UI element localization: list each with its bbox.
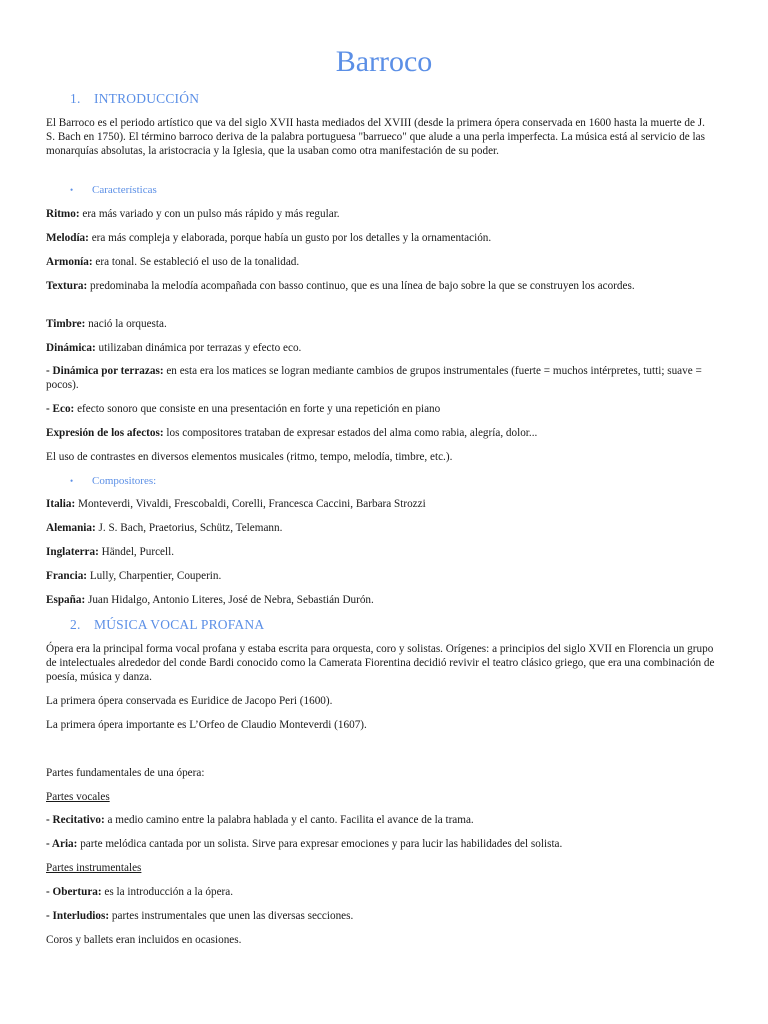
item-label: Melodía: <box>46 232 89 244</box>
composer-list: Juan Hidalgo, Antonio Literes, José de Nebra, Sebastián Durón. <box>85 594 374 606</box>
country-label: Inglaterra: <box>46 546 99 558</box>
primera-importante: La primera ópera importante es L’Orfeo de Claudio Monteverdi (1607). <box>46 719 367 731</box>
item-label: - Interludios: <box>46 910 110 922</box>
item-melodia <box>46 231 716 245</box>
item-armonia <box>46 255 716 269</box>
item-aria <box>46 837 716 851</box>
item-interludios <box>46 909 716 923</box>
item-text: era más compleja y elaborada, porque había un gusto por los detalles y la ornamentación. <box>88 232 492 244</box>
item-text: predominaba la melodía acompañada con basso continuo, que es una línea de bajo sobre la que se construyen los acordes. <box>87 280 635 292</box>
compositores-alemania <box>46 521 716 535</box>
composer-list: Lully, Charpentier, Couperin. <box>87 570 222 582</box>
item-dinamica-terrazas <box>46 364 716 392</box>
compositores-inglaterra <box>46 545 716 559</box>
item-label: Dinámica: <box>46 342 96 354</box>
partes-intro: Partes fundamentales de una ópera: <box>46 767 205 779</box>
item-textura <box>46 279 716 293</box>
item-text: en esta era los matices se logran mediante cambios de grupos instrumentales (fuerte = muchos intérpretes, tutti; suave = pocos). <box>46 365 702 391</box>
primera-conservada: La primera ópera conservada es Euridice de Jacopo Peri (1600). <box>46 695 333 707</box>
item-text: utilizaban dinámica por terrazas y efecto eco. <box>95 342 302 354</box>
item-text: es la introducción a la ópera. <box>101 886 234 898</box>
item-label: Ritmo: <box>46 208 80 220</box>
item-obertura <box>46 885 716 899</box>
bullet-icon: • <box>70 185 74 195</box>
section-title: MÚSICA VOCAL PROFANA <box>94 617 265 632</box>
bullet-icon: • <box>70 476 74 486</box>
item-label: Textura: <box>46 280 88 292</box>
item-label: - Dinámica por terrazas: <box>46 365 164 377</box>
country-label: Alemania: <box>46 522 96 534</box>
bullet-label: Compositores: <box>92 475 157 487</box>
item-text: era más variado y con un pulso más rápido y más regular. <box>79 208 340 220</box>
bullet-compositores <box>70 474 156 488</box>
item-text: partes instrumentales que unen las diversas secciones. <box>109 910 354 922</box>
item-eco <box>46 402 716 416</box>
section-number: 1. <box>70 91 81 106</box>
intro-paragraph: El Barroco es el periodo artístico que va del siglo XVII hasta mediados del XVIII (desde la primera ópera conservada en 1600 hasta la muerte de J. S. Bach en 1750). El término barroco deriva de la palabra portuguesa "barrueco" que alude a una perla imperfecta. La música está al servicio de las monarquías absolutas, la aristocracia y la Iglesia, que la usaban como otra manifestación de su poder. <box>46 117 705 157</box>
section-number: 2. <box>70 617 81 632</box>
item-timbre <box>46 317 716 331</box>
section-heading-musica-vocal-profana <box>70 617 264 633</box>
compositores-espana <box>46 593 716 607</box>
contrastes-paragraph: El uso de contrastes en diversos elementos musicales (ritmo, tempo, melodía, timbre, etc.). <box>46 451 453 463</box>
item-text: los compositores trataban de expresar estados del alma como rabia, alegría, dolor... <box>163 427 538 439</box>
item-label: - Obertura: <box>46 886 102 898</box>
partes-vocales-heading: Partes vocales <box>46 791 110 803</box>
composer-list: Monteverdi, Vivaldi, Frescobaldi, Corelli, Francesca Caccini, Barbara Strozzi <box>75 498 426 510</box>
item-label: - Eco: <box>46 403 75 415</box>
item-label: Armonía: <box>46 256 93 268</box>
item-text: efecto sonoro que consiste en una presentación en forte y una repetición en piano <box>74 403 441 415</box>
section-heading-introduccion <box>70 91 199 107</box>
item-text: era tonal. Se estableció el uso de la tonalidad. <box>92 256 300 268</box>
compositores-italia <box>46 497 716 511</box>
page-title: Barroco <box>335 45 433 78</box>
country-label: Italia: <box>46 498 76 510</box>
item-expresion-afectos <box>46 426 716 440</box>
item-text: nació la orquesta. <box>85 318 167 330</box>
section-title: INTRODUCCIÓN <box>94 91 200 106</box>
item-text: a medio camino entre la palabra hablada y el canto. Facilita el avance de la trama. <box>104 814 474 826</box>
coros-paragraph: Coros y ballets eran incluidos en ocasiones. <box>46 934 242 946</box>
bullet-label: Características <box>92 184 157 196</box>
item-recitativo <box>46 813 716 827</box>
item-ritmo <box>46 207 716 221</box>
item-label: Expresión de los afectos: <box>46 427 164 439</box>
opera-paragraph: Ópera era la principal forma vocal profana y estaba escrita para orquesta, coro y solistas. Orígenes: a principios del siglo XVII en Florencia un grupo de intelectuales alrededor del conde Bardi conocido como la Camerata Fiorentina decidió revivir el teatro clásico griego, que era una combinación de poesía, música y danza. <box>46 643 715 683</box>
compositores-francia <box>46 569 716 583</box>
bullet-caracteristicas <box>70 183 157 197</box>
item-label: - Recitativo: <box>46 814 105 826</box>
item-dinamica <box>46 341 716 355</box>
partes-instrumentales-heading: Partes instrumentales <box>46 862 142 874</box>
item-label: - Aria: <box>46 838 78 850</box>
item-text: parte melódica cantada por un solista. Sirve para expresar emociones y para lucir las habilidades del solista. <box>77 838 563 850</box>
composer-list: J. S. Bach, Praetorius, Schütz, Telemann. <box>95 522 283 534</box>
country-label: España: <box>46 594 86 606</box>
item-label: Timbre: <box>46 318 86 330</box>
country-label: Francia: <box>46 570 88 582</box>
composer-list: Händel, Purcell. <box>98 546 175 558</box>
